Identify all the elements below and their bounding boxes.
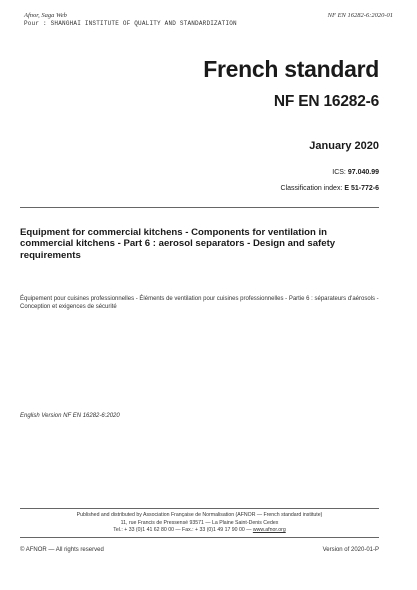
publisher-phone-fax: Tel.: + 33 (0)1 41 62 80 00 — Fax.: + 33 (0)1 49 17 90 00 — (113, 527, 252, 534)
header-licensee-org: SHANGHAI INSTITUTE OF QUALITY AND STANDARDIZATION (50, 20, 237, 27)
classification-line (281, 185, 379, 192)
copyright-notice: © AFNOR — All rights reserved (20, 547, 104, 553)
header-licensee-prefix: Pour : (24, 20, 47, 27)
publisher-contact (20, 527, 379, 535)
page-title: French standard (203, 56, 379, 82)
header-source (24, 12, 237, 28)
english-title: Equipment for commercial kitchens - Components for ventilation in commercial kitchens - Part 6 : aerosol separators - Design and safety requirements (20, 227, 336, 261)
standard-number: NF EN 16282-6 (273, 93, 379, 110)
divider-publisher-bottom (20, 537, 379, 538)
ics-line (332, 169, 379, 176)
classification-value: E 51-772-6 (344, 185, 379, 192)
header-licensee-line (24, 20, 237, 28)
publisher-line: Published and distributed by Association Française de Normalisation (AFNOR — French standard institute) (76, 512, 323, 518)
classification-label: Classification index: (280, 185, 343, 192)
publisher-block (20, 512, 379, 535)
divider-top (20, 207, 379, 208)
publisher-address: 11, rue Francis de Pressensé 93571 — La Plaine Saint-Denis Cedex (120, 519, 279, 526)
publication-date: January 2020 (309, 140, 379, 152)
french-title: Équipement pour cuisines professionnelles - Éléments de ventilation pour cuisines professionnelles - Partie 6 : séparateurs d'aérosols - Conception et exigences de sécurité (20, 296, 379, 310)
header-source-line: Afnor, Saga Web (24, 12, 67, 19)
publisher-website-link[interactable]: www.afnor.org (252, 527, 286, 534)
divider-publisher-top (20, 508, 379, 509)
ics-value: 97.040.99 (347, 169, 379, 176)
ics-label: ICS: (332, 169, 346, 176)
header-standard-ref: NF EN 16282-6:2020-01 (327, 12, 393, 19)
version-label: Version of 2020-01-P (322, 547, 379, 553)
english-version-note: English Version NF EN 16282-6:2020 (20, 413, 120, 419)
